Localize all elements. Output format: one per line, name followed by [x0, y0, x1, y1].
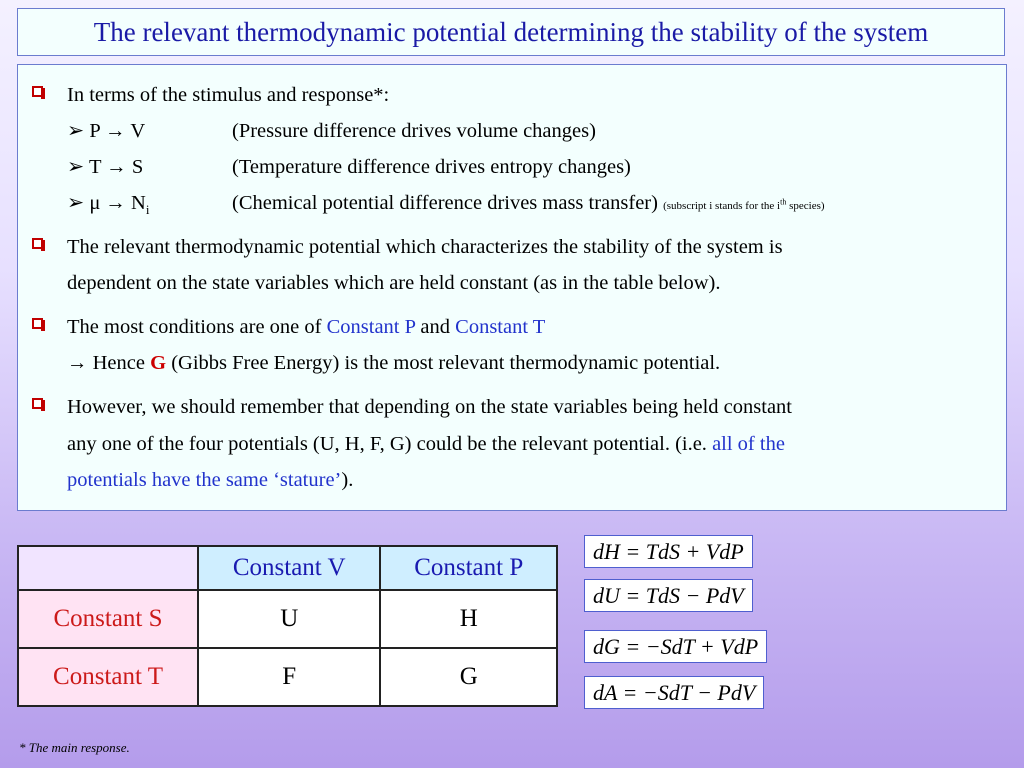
table-header-constant-v: Constant V [198, 546, 380, 590]
arrow-bullet-icon: ➢ [67, 192, 85, 214]
sub-bullet-desc-text: (Chemical potential difference drives mass transfer) [232, 192, 658, 214]
sub-bullet-label: T → S [88, 156, 144, 178]
bullet-icon [32, 238, 43, 249]
arrow-bullet-icon: ➢ [67, 120, 85, 142]
table-row-header-constant-t: Constant T [18, 648, 198, 706]
table-cell-g: G [380, 648, 557, 706]
potential-table [17, 545, 558, 707]
constant-t-text: Constant T [455, 316, 546, 338]
table-cell-f: F [198, 648, 380, 706]
text: ). [341, 469, 354, 491]
table-row-header-constant-s: Constant S [18, 590, 198, 648]
sub-bullet-pv [67, 121, 145, 142]
text: any one of the four potentials (U, H, F, G) could be the relevant potential. (i.e. [67, 433, 713, 455]
table-cell-u: U [198, 590, 380, 648]
bullet-icon [32, 86, 43, 97]
bullet-text-3b [67, 353, 720, 374]
sub-bullet-mun [67, 193, 149, 216]
sub-bullet-desc: (Temperature difference drives entropy changes) [232, 156, 631, 178]
sub-bullet-label: P → V [89, 120, 146, 142]
text: → Hence [67, 352, 151, 374]
slide-title: The relevant thermodynamic potential determining the stability of the system [93, 16, 929, 47]
bullet-text-4a: However, we should remember that depending on the state variables being held constant [67, 396, 792, 418]
content-box [17, 64, 1007, 511]
bullet-text-4b [67, 434, 785, 455]
bullet-text-4c [67, 470, 353, 491]
bullet-icon [32, 318, 43, 329]
bullet-text-1: In terms of the stimulus and response*: [67, 84, 390, 106]
text: The most conditions are one of [67, 316, 327, 338]
sub-bullet-label: μ → N [89, 192, 146, 214]
title-box [17, 8, 1005, 56]
equation-du: dU = TdS − PdV [584, 579, 753, 612]
table-cell-h: H [380, 590, 557, 648]
equation-dg: dG = −SdT + VdP [584, 630, 767, 663]
bullet-text-3a [67, 317, 545, 338]
text: and [415, 316, 456, 338]
footnote: * The main response. [19, 740, 130, 755]
subscript-note [663, 197, 825, 212]
bullet-icon [32, 398, 43, 409]
bullet-text-2a: The relevant thermodynamic potential which characterizes the stability of the system is [67, 236, 783, 258]
sub-bullet-desc [232, 193, 825, 214]
highlight-text: all of the [712, 433, 785, 455]
text: (Gibbs Free Energy) is the most relevant thermodynamic potential. [166, 352, 721, 374]
equation-dh: dH = TdS + VdP [584, 535, 753, 568]
gibbs-g-text: G [150, 352, 167, 374]
note-post: species) [786, 200, 825, 212]
table-corner-cell [18, 546, 198, 590]
table-header-constant-p: Constant P [380, 546, 557, 590]
note-pre: (subscript i stands for the i [663, 200, 781, 212]
note-sup: th [780, 197, 787, 207]
arrow-bullet-icon: ➢ [67, 156, 85, 178]
sub-bullet-desc: (Pressure difference drives volume changes) [232, 120, 596, 142]
subscript-i: i [145, 202, 150, 218]
equation-da: dA = −SdT − PdV [584, 676, 764, 709]
sub-bullet-ts [67, 157, 143, 178]
highlight-text: potentials have the same ‘stature’ [67, 469, 342, 491]
constant-p-text: Constant P [326, 316, 416, 338]
bullet-text-2b: dependent on the state variables which are held constant (as in the table below). [67, 272, 721, 294]
